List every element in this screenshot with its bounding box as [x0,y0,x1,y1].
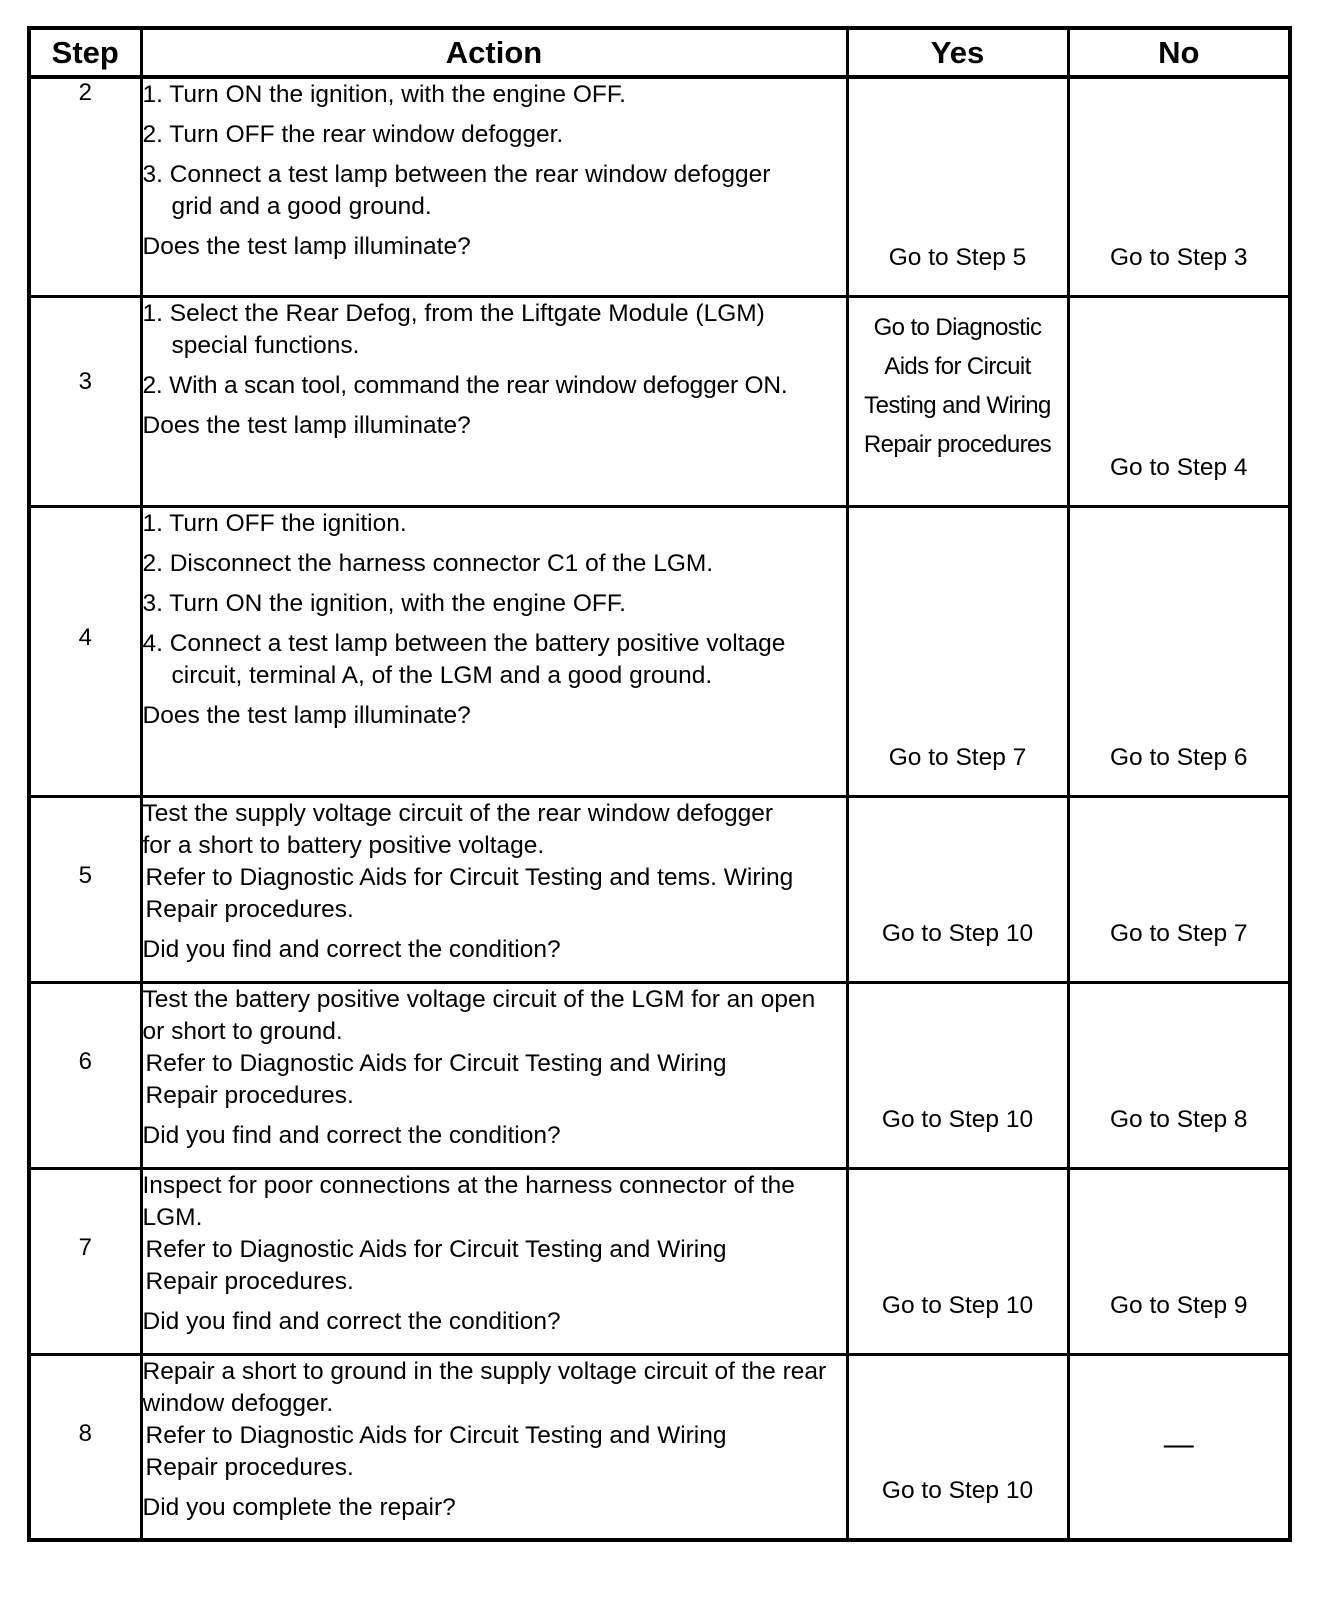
no-result-dash: — [1163,1427,1194,1461]
no-result: Go to Step 9 [1109,1291,1248,1319]
question: Did you find and correct the condition? [142,1307,561,1335]
reference-text: Refer to Diagnostic Aids for Circuit Testing and tems. Wiring Repair procedures. [145,863,794,923]
action-cell [141,982,847,1168]
table-row [29,982,1290,1168]
yes-line: Testing and Wiring [864,391,1051,419]
reference-text: Refer to Diagnostic Aids for Circuit Testing and Wiring Repair procedures. [145,1049,727,1109]
table-row [29,77,1290,296]
no-cell [1068,296,1290,506]
question: Did you find and correct the condition? [142,935,561,963]
table-row [29,1354,1290,1540]
step-number: 6 [29,982,141,1168]
step-number: 4 [29,506,141,796]
action-item: 1. Turn OFF the ignition. [142,509,407,537]
yes-result: Go to Step 10 [881,1105,1034,1133]
yes-cell [847,77,1068,296]
no-cell [1068,1354,1290,1540]
yes-result: Go to Step 10 [881,1477,1034,1504]
yes-cell [847,982,1068,1168]
table-row [29,796,1290,982]
action-item: 2. Disconnect the harness connector C1 of the LGM. [142,549,714,577]
action-cell [141,77,847,296]
no-result: Go to Step 4 [1109,453,1248,481]
table-row [29,296,1290,506]
no-result: Go to Step 6 [1109,743,1248,771]
action-item: 2. With a scan tool, command the rear window defogger ON. [142,371,788,399]
yes-result: Go to Step 5 [888,243,1027,271]
step-number: 3 [29,296,141,506]
question: Does the test lamp illuminate? [142,701,471,729]
yes-cell [847,506,1068,796]
question: Does the test lamp illuminate? [142,233,471,260]
yes-line: Go to Diagnostic [873,313,1042,341]
action-cell [141,1168,847,1354]
action-item: 1. Turn ON the ignition, with the engine OFF. [142,81,626,108]
table-row [29,506,1290,796]
header-no: No [1068,28,1290,77]
yes-result: Go to Step 10 [881,919,1034,947]
action-item: 4. Connect a test lamp between the battery positive voltage circuit, terminal A, of the LGM and a good ground. [142,629,786,689]
no-result: Go to Step 3 [1109,243,1248,271]
step-number: 8 [29,1354,141,1540]
yes-cell [847,796,1068,982]
yes-result [849,308,1067,464]
no-result: Go to Step 7 [1109,919,1248,947]
header-yes: Yes [847,28,1068,77]
table-row [29,1168,1290,1354]
action-cell [141,506,847,796]
yes-result: Go to Step 7 [888,743,1027,771]
no-cell [1068,796,1290,982]
no-cell [1068,77,1290,296]
action-item: 2. Turn OFF the rear window defogger. [142,121,564,148]
action-item: 3. Turn ON the ignition, with the engine OFF. [142,589,626,617]
step-number: 7 [29,1168,141,1354]
no-cell [1068,982,1290,1168]
action-text: Inspect for poor connections at the harness connector of the LGM. [142,1171,795,1231]
action-item: 3. Connect a test lamp between the rear window defogger grid and a good ground. [142,161,771,220]
yes-cell [847,296,1068,506]
action-text: Test the battery positive voltage circuit of the LGM for an open or short to ground. [142,985,816,1045]
yes-line: Aids for Circuit [884,352,1031,380]
question: Did you find and correct the condition? [142,1121,561,1149]
no-cell [1068,506,1290,796]
action-cell [141,796,847,982]
action-cell [141,296,847,506]
yes-line: Repair procedures [863,430,1052,458]
yes-cell [847,1168,1068,1354]
reference-text: Refer to Diagnostic Aids for Circuit Testing and Wiring Repair procedures. [145,1235,727,1295]
question: Did you complete the repair? [142,1493,456,1521]
action-item: 1. Select the Rear Defog, from the Liftgate Module (LGM) special functions. [142,299,765,359]
header-row [29,28,1290,77]
step-number: 2 [29,77,141,296]
action-text: Repair a short to ground in the supply voltage circuit of the rear window defogger. [142,1357,827,1417]
action-text: Test the supply voltage circuit of the rear window defogger for a short to battery positive voltage. [142,799,774,859]
header-action: Action [141,28,847,77]
no-result: Go to Step 8 [1109,1105,1248,1133]
action-cell [141,1354,847,1540]
diagnostic-table [27,26,1292,1542]
step-number: 5 [29,796,141,982]
yes-result: Go to Step 10 [881,1291,1034,1319]
yes-cell [847,1354,1068,1540]
reference-text: Refer to Diagnostic Aids for Circuit Testing and Wiring Repair procedures. [145,1421,727,1481]
no-cell [1068,1168,1290,1354]
question: Does the test lamp illuminate? [142,411,471,439]
header-step: Step [29,28,141,77]
